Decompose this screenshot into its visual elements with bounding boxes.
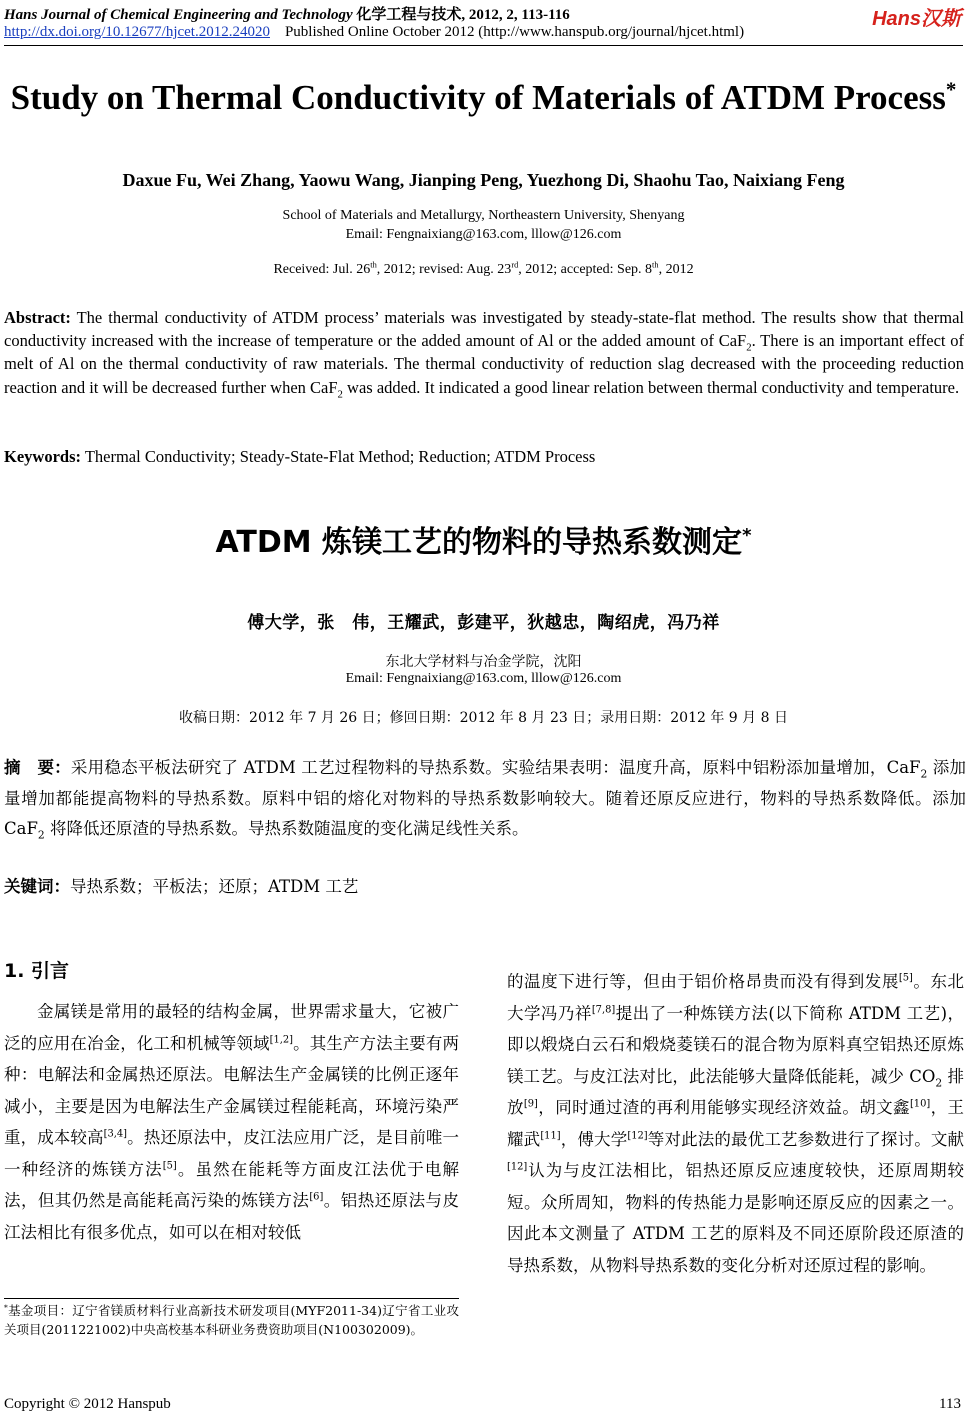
authors-cn: 傅大学，张 伟，王耀武，彭建平，狄越忠，陶绍虎，冯乃祥 bbox=[247, 613, 720, 633]
email-en: Email: Fengnaixiang@163.com, lllow@126.com bbox=[345, 227, 622, 242]
received-en: Received: Jul. 26th, 2012; revised: Aug. 23rd, 2012; accepted: Sep. 8th, 2012 bbox=[273, 260, 694, 277]
left-column-text: 金属镁是常用的最轻的结构金属，世界需求量大，它被广泛的应用在冶金，化工和机械等领域[1,2]。其生产方法主要有两种：电解法和金属热还原法。电解法生产金属镁的比例正逐年减小，主要是因为电解法生产金属镁过程能耗高，环境污染严重，成本较高[3,4]。热还原法中，皮江法应用广泛，是目前唯一一种经济的炼镁方法[5]。虽然在能耗等方面皮江法优于电解法，但其仍然是高能耗高污染的炼镁方法[6]。铝热还原法与皮江法相比有很多优点，如可以在相对较低 bbox=[4, 1002, 460, 1242]
abstract-label-en: Abstract: bbox=[4, 308, 71, 327]
journal-header bbox=[4, 3, 570, 24]
abstract-cn: 摘 要：采用稳态平板法研究了 ATDM 工艺过程物料的导热系数。实验结果表明：温度升高，原料中铝粉添加量增加，CaF$_2$ 添加量增加都能提高物料的导热系数。原料中铝的熔化对物料的导热系数影响较大。随着还原反应进行，物料的导热系数降低。添加 CaF$_2$ 将降低还原渣的导热系数。导热系数随温度的变化满足线性关系。 bbox=[4, 758, 967, 842]
title-en-text: Study on Thermal Conductivity of Materials of ATDM Process bbox=[10, 78, 946, 117]
published-online: Published Online October 2012 (http://www.hanspub.org/journal/hjcet.html) bbox=[284, 24, 745, 40]
copyright-footer: Copyright © 2012 Hanspub bbox=[4, 1396, 171, 1412]
authors-en: Daxue Fu, Wei Zhang, Yaowu Wang, Jianping Peng, Yuezhong Di, Shaohu Tao, Naixiang Feng bbox=[122, 170, 845, 190]
header-rule bbox=[4, 45, 963, 46]
title-en-mark: * bbox=[945, 77, 957, 102]
section-heading-intro: 1. 引言 bbox=[4, 960, 70, 982]
keywords-en: Keywords: Thermal Conductivity; Steady-State-Flat Method; Reduction; ATDM Process bbox=[4, 447, 596, 466]
keywords-cn: 关键词：导热系数；平板法；还原；ATDM 工艺 bbox=[4, 877, 359, 896]
doi-line bbox=[4, 24, 744, 41]
journal-info-cn: 化学工程与技术, 2012, 2, 113-116 bbox=[356, 7, 570, 23]
affiliation-cn: 东北大学材料与冶金学院，沈阳 bbox=[385, 654, 582, 670]
received-cn: 收稿日期：2012 年 7 月 26 日；修回日期：2012 年 8 月 23 日；录用日期：2012 年 9 月 8 日 bbox=[179, 710, 788, 726]
right-column-text: 的温度下进行等，但由于铝价格昂贵而没有得到发展[5]。东北大学冯乃祥[7,8]提出了一种炼镁方法(以下简称 ATDM 工艺)，即以煅烧白云石和煅烧菱镁石的混合物为原料真空铝热还原炼镁工艺。与皮江法对比，此法能够大量降低能耗，减少 $CO_2$ 排放[9]，同时通过渣的再利用能够实现经济效益。胡文鑫[10]，王耀武[11]，傅大学[12]等对此法的最优工艺参数进行了探讨。文献[12]认为与皮江法相比，铝热还原反应速度较快，还原周期较短。众所周知，物料的传热能力是影响还原反应的因素之一。因此本文测量了 ATDM 工艺的原料及不同还原阶段还原渣的导热系数，从物料导热系数的变化分析对还原过程的影响。 bbox=[507, 972, 965, 1275]
abstract-label-cn: 摘 要： bbox=[4, 758, 71, 777]
title-cn-text: ATDM 炼镁工艺的物料的导热系数测定 bbox=[215, 525, 743, 560]
paper-title-cn bbox=[0, 517, 967, 561]
email-cn: Email: Fengnaixiang@163.com, lllow@126.com bbox=[345, 671, 622, 686]
affiliation-en: School of Materials and Metallurgy, Northeastern University, Shenyang bbox=[282, 208, 685, 223]
keywords-label-en: Keywords: bbox=[4, 447, 81, 466]
hans-logo: Hans汉斯 bbox=[872, 8, 961, 30]
footnote-rule bbox=[4, 1298, 459, 1299]
journal-name: Hans Journal of Chemical Engineering and Technology bbox=[4, 7, 353, 23]
doi-link[interactable]: http://dx.doi.org/10.12677/hjcet.2012.24020 bbox=[4, 24, 270, 40]
abstract-en: Abstract: The thermal conductivity of ATDM process’ materials was investigated by steady-state-flat method. The results show that thermal conductivity increased with the increase of temperature or the added amount of Al or the added amount of CaF$_2$. There is an important effect of melt of Al on the thermal conductivity of raw materials. The thermal conductivity of reduction slag decreased with the proceeding reduction reaction and it will be decreased further when CaF$_2$ was added. It indicated a good linear relation between thermal conductivity and temperature. bbox=[4, 308, 964, 400]
funding-footnote: *基金项目：辽宁省镁质材料行业高新技术研发项目(MYF2011-34)辽宁省工业攻关项目(2011221002)中央高校基本科研业务费资助项目(N100302009)。 bbox=[4, 1302, 459, 1337]
title-cn-mark: * bbox=[742, 525, 752, 546]
page-number: 113 bbox=[939, 1396, 961, 1412]
paper-title-en bbox=[0, 78, 967, 118]
keywords-label-cn: 关键词： bbox=[4, 877, 70, 896]
